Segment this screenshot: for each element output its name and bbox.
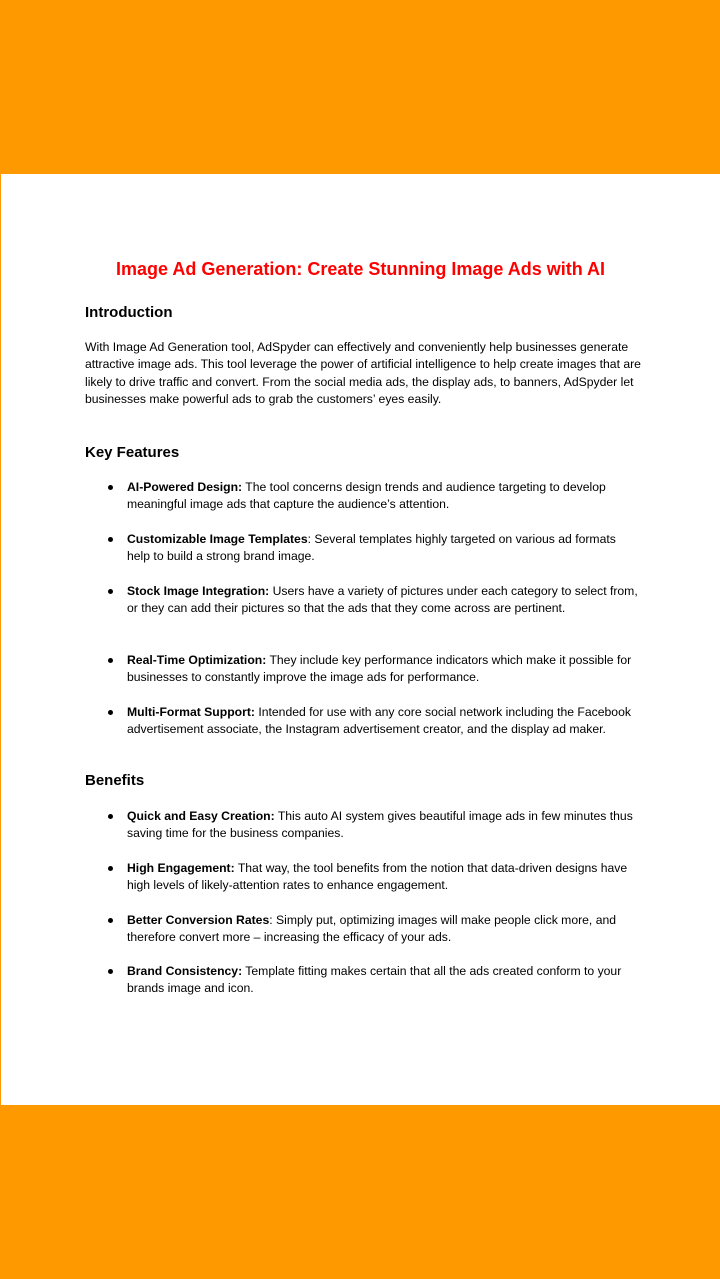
top-orange-band [0, 0, 720, 174]
bullet-text: The tool concerns design trends and audience targeting to develop meaningful image ads that capture the audience’s attention. [127, 480, 606, 512]
bullet-icon [108, 658, 113, 663]
bottom-orange-band [0, 1105, 720, 1279]
bullet-label: Brand Consistency: [127, 964, 243, 978]
bullet-label: Real-Time Optimization: [127, 653, 267, 667]
bullet-text: : Several templates highly targeted on various ad formats help to build a strong brand image. [127, 532, 616, 564]
list-item-ai-powered-design [127, 479, 641, 514]
bullet-icon [108, 969, 113, 974]
bullet-icon [108, 866, 113, 871]
bullet-text: : Simply put, optimizing images will make people click more, and therefore convert more – increasing the efficacy of your ads. [127, 913, 617, 945]
document-title: Image Ad Generation: Create Stunning Image Ads with AI [115, 259, 606, 279]
list-item-brand-consistency [127, 963, 641, 998]
bullet-icon [108, 710, 113, 715]
bullet-text: They include key performance indicators which make it possible for businesses to constantly improve the image ads for performance. [127, 653, 632, 685]
list-item-better-conversion-rates [127, 912, 641, 947]
key-features-heading: Key Features [85, 444, 180, 461]
bullet-icon [108, 589, 113, 594]
bullet-icon [108, 537, 113, 542]
bullet-text: Intended for use with any core social network including the Facebook advertisement associate, the Instagram advertisement creator, and the display ad maker. [127, 705, 631, 737]
list-item-customizable-image-templates [127, 531, 641, 566]
list-item-real-time-optimization [127, 652, 641, 687]
bullet-label: Stock Image Integration: [127, 584, 270, 598]
list-item-quick-and-easy-creation [127, 808, 641, 843]
bullet-text: This auto AI system gives beautiful image ads in few minutes thus saving time for the business companies. [127, 809, 633, 841]
bullet-text: Template fitting makes certain that all the ads created conform to your brands image and icon. [127, 964, 622, 996]
bullet-icon [108, 485, 113, 490]
benefits-heading: Benefits [85, 772, 145, 789]
list-item-multi-format-support [127, 704, 641, 739]
bullet-label: AI-Powered Design: [127, 480, 243, 494]
bullet-text: That way, the tool benefits from the notion that data-driven designs have high levels of likely-attention rates to enhance engagement. [127, 861, 628, 893]
bullet-label: Customizable Image Templates [127, 532, 308, 546]
bullet-label: Better Conversion Rates [127, 913, 270, 927]
bullet-label: Quick and Easy Creation: [127, 809, 275, 823]
bullet-icon [108, 918, 113, 923]
document-page [1, 174, 720, 1105]
bullet-icon [108, 814, 113, 819]
introduction-text: With Image Ad Generation tool, AdSpyder can effectively and conveniently help businesses generate attractive image ads. This tool leverage the power of artificial intelligence to help create images that are likely to drive traffic and convert. From the social media ads, the display ads, to banners, AdSpyder let businesses make powerful ads to grab the customers’ eyes easily. [85, 340, 641, 406]
list-item-high-engagement [127, 860, 641, 895]
bullet-label: Multi-Format Support: [127, 705, 255, 719]
introduction-heading: Introduction [85, 304, 173, 321]
bullet-label: High Engagement: [127, 861, 235, 875]
list-item-stock-image-integration [127, 583, 641, 618]
bullet-text: Users have a variety of pictures under each category to select from, or they can add their pictures so that the ads that they come across are pertinent. [127, 584, 638, 616]
